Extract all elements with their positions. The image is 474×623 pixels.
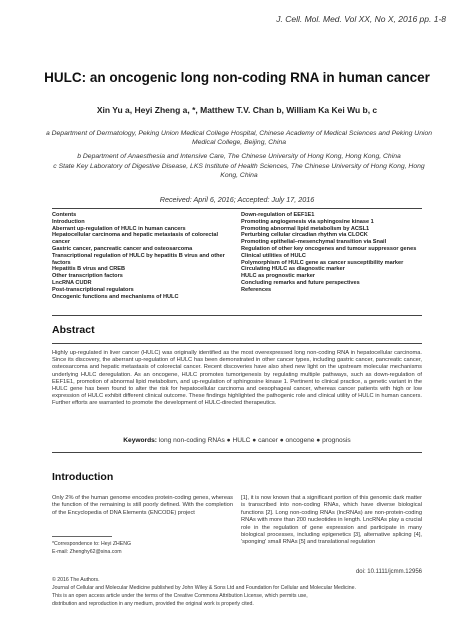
doi[interactable]: doi: 10.1111/jcmm.12956: [355, 569, 422, 575]
keywords-line: [0, 437, 474, 444]
article-title: HULC: an oncogenic long non-coding RNA in human cancer: [44, 70, 430, 85]
toc-entry[interactable]: Regulation of other key oncogenes and tumour suppressor genes: [241, 245, 417, 252]
affiliation-c: c State Key Laboratory of Digestive Disease, LKS Institute of Health Sciences, The Chinese University of Hong Kong, Hong Kong, China: [53, 163, 425, 179]
toc-entry[interactable]: Clinical utilities of HULC: [241, 252, 306, 259]
received-dates: Received: April 6, 2016; Accepted: July 17, 2016: [159, 195, 315, 204]
toc-entry[interactable]: Aberrant up-regulation of HULC in human cancers: [52, 225, 186, 232]
keywords-label: Keywords:: [123, 437, 157, 444]
toc-entry[interactable]: Post-transcriptional regulators: [52, 286, 134, 293]
toc-entry[interactable]: HULC as prognostic marker: [241, 273, 315, 280]
toc-entry[interactable]: Oncogenic functions and mechanisms of HULC: [52, 293, 179, 300]
toc-entry[interactable]: Introduction: [52, 218, 85, 225]
toc-entry[interactable]: Other transcription factors: [52, 273, 123, 280]
intro-right-column: [1], it is now known that a significant portion of this genomic dark matter is transcribed into non-coding RNAs, which have diverse biological functions [2]. Long non-coding RNAs (lncRNAs) are non-protein-coding RNAs with more than 200 nucleotides in length. LncRNAs play a crucial role in the regulation of gene expression and participate in many biological processes, including epigenetics [3], alternative splicing [4], 'sponging' small RNAs [5] and translational regulation: [241, 495, 422, 546]
license-line-1: Journal of Cellular and Molecular Medicine published by John Wiley & Sons Ltd and Foundation for Cellular and Molecular Medicine.: [52, 585, 356, 591]
abstract-text: Highly up-regulated in liver cancer (HULC) was originally identified as the most overexpressed long non-coding RNA in hepatocellular carcinoma. Since its discovery, the aberrant up-regulation of HULC has been demonstrated in other cancer types, including gastric cancer, pancreatic cancer, osteosarcoma and hepatic metastasis of colorectal cancer. Recent discoveries have also shed new light on the upstream molecular mechanisms underlying HULC deregulation. As an oncogene, HULC promotes tumorigenesis by regulating multiple pathways, such as down-regulation of EEF1E1, promotion of abnormal lipid metabolism, and up-regulation of sphingosine kinase 1. Pertinent to clinical practice, a genetic variant in the HULC gene has been found to alter the risk for hepatocellular carcinoma and oesophageal cancer, whereas cancer patients with high or low expression of HULC exhibit different clinical outcome. These findings highlighted the pathogenic role and clinical utility of HULC in human cancers. Further efforts are warranted to promote the development of HULC-directed therapeutics.: [52, 350, 422, 407]
toc-entry[interactable]: Polymorphism of HULC gene as cancer susceptibility marker: [241, 259, 404, 266]
toc-entry[interactable]: LncRNA CUDR: [52, 279, 92, 286]
correspondence-email[interactable]: E-mail: Zhenghy62@sina.com: [52, 549, 122, 555]
toc-entry[interactable]: References: [241, 286, 272, 293]
author-list: Xin Yu a, Heyi Zheng a, *, Matthew T.V. Chan b, William Ka Kei Wu b, c: [96, 105, 378, 115]
footnote-rule: [52, 536, 112, 537]
keywords-rule: [52, 452, 422, 453]
intro-left-column: Only 2% of the human genome encodes protein-coding genes, whereas the function of the remaining is still poorly defined. With the completion of the Encyclopedia of DNA Elements (ENCODE) project: [52, 495, 233, 516]
toc-entry[interactable]: Gastric cancer, pancreatic cancer and osteosarcoma: [52, 245, 193, 252]
license-line-3: distribution and reproduction in any medium, provided the original work is properly cited.: [52, 601, 254, 607]
toc-entry[interactable]: Promoting epithelial–mesenchymal transition via Snail: [241, 239, 387, 246]
toc-entry[interactable]: Down-regulation of EEF1E1: [241, 212, 315, 218]
toc-entry[interactable]: Hepatocellular carcinoma and hepatic metastasis of colorectal cancer: [52, 232, 219, 246]
toc-entry[interactable]: Contents: [52, 212, 77, 218]
toc-entry[interactable]: Perturbing cellular circadian rhythm via CLOCK: [241, 232, 368, 239]
keywords-list: long non-coding RNAs ● HULC ● cancer ● oncogene ● prognosis: [158, 437, 351, 444]
affiliation-a: a Department of Dermatology, Peking Union Medical College Hospital, Chinese Academy of Medical Sciences and Peking Union Medical College, Beijing, China: [45, 130, 433, 146]
license-line-2: This is an open access article under the terms of the Creative Commons Attribution License, which permits use,: [52, 593, 308, 599]
toc-entry[interactable]: Circulating HULC as diagnostic marker: [241, 266, 345, 273]
toc-entry[interactable]: Concluding remarks and future perspectives: [241, 279, 360, 286]
toc-entry[interactable]: Promoting abnormal lipid metabolism by ACSL1: [241, 225, 370, 232]
introduction-heading: Introduction: [52, 471, 114, 483]
contents-bottom-rule: [52, 315, 422, 316]
abstract-rule: [52, 343, 422, 344]
toc-entry[interactable]: Hepatitis B virus and CREB: [52, 266, 126, 273]
toc-entry[interactable]: Promoting angiogenesis via sphingosine kinase 1: [241, 218, 374, 225]
correspondence-note: *Correspondence to: Heyi ZHENG: [52, 541, 131, 547]
affiliation-b: b Department of Anaesthesia and Intensive Care, The Chinese University of Hong Kong, Hong Kong, China: [77, 153, 401, 160]
toc-entry[interactable]: Transcriptional regulation of HULC by hepatitis B virus and other factors: [52, 252, 225, 266]
abstract-heading: Abstract: [52, 324, 95, 336]
contents-right-column: [241, 212, 423, 294]
contents-left-column: [52, 212, 232, 300]
copyright: © 2016 The Authors.: [52, 577, 100, 583]
journal-reference: J. Cell. Mol. Med. Vol XX, No X, 2016 pp. 1-8: [276, 14, 446, 24]
contents-top-rule: [52, 208, 422, 209]
